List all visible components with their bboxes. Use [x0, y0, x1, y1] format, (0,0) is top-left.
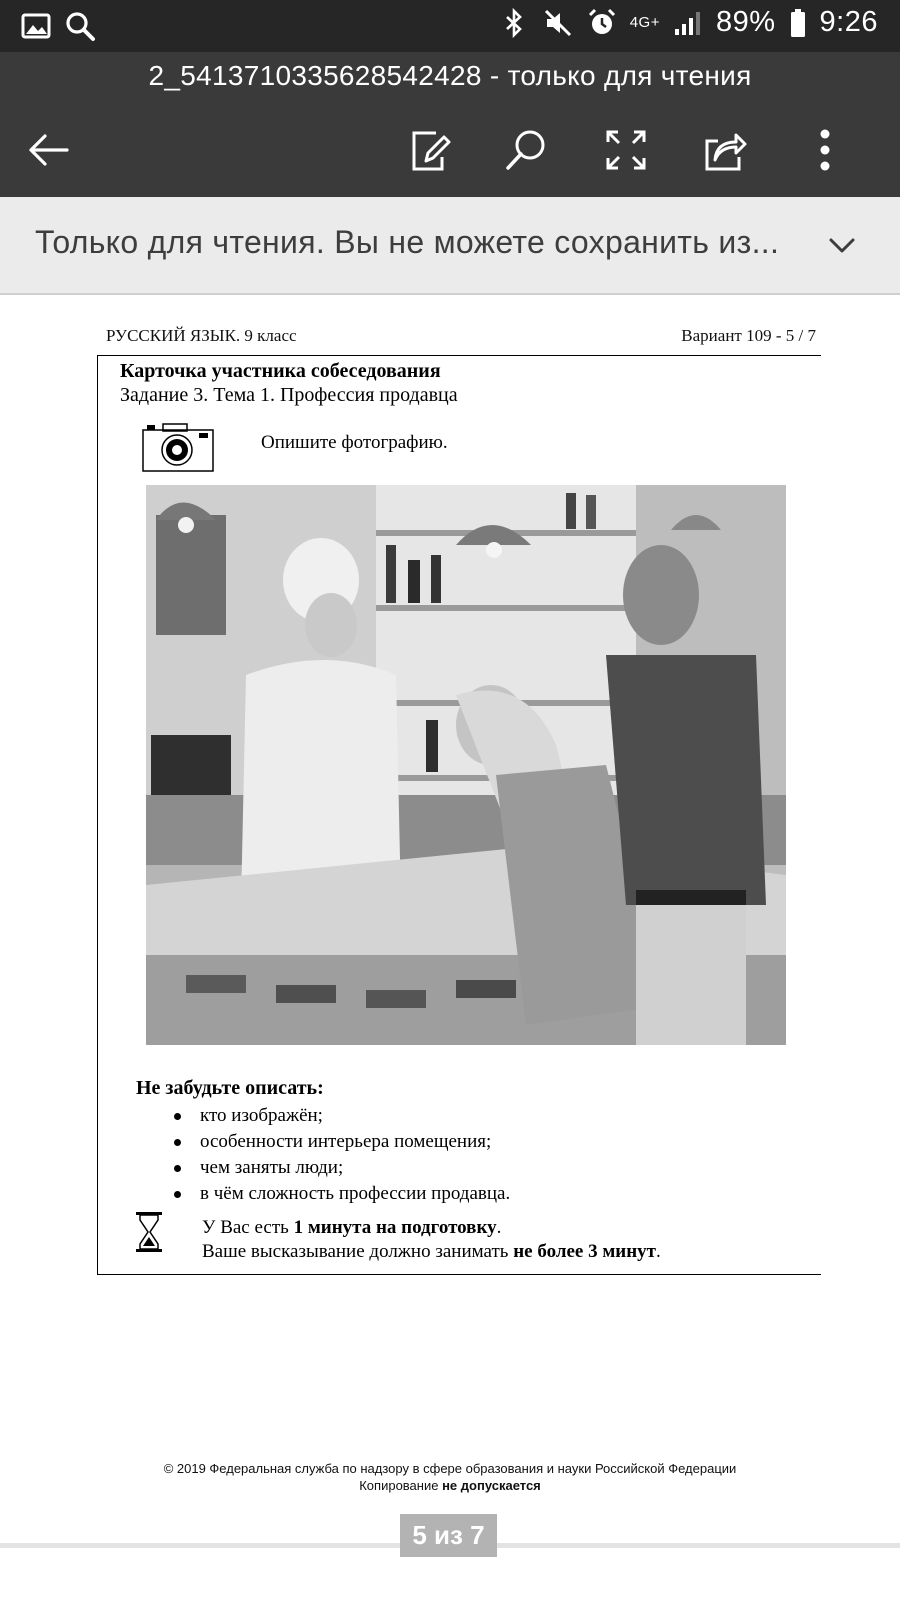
subject-label: РУССКИЙ ЯЗЫК. 9 класс: [106, 326, 297, 345]
share-icon: [702, 127, 748, 173]
status-bar: [0, 0, 900, 52]
copy-notice: [0, 1477, 900, 1494]
hourglass-icon: [134, 1210, 164, 1254]
mute-icon: [542, 7, 574, 39]
signal-icon: [672, 7, 704, 39]
card-title: Карточка участника собеседования: [120, 360, 441, 382]
fullscreen-button[interactable]: [598, 122, 654, 178]
search-icon: [503, 127, 549, 173]
card-subtitle: Задание 3. Тема 1. Профессия продавца: [120, 384, 458, 406]
search-button[interactable]: [498, 122, 554, 178]
variant-label: Вариант 109 - 5 / 7: [681, 326, 816, 345]
alarm-icon: [586, 7, 618, 39]
copyright-text: © 2019 Федеральная служба по надзору в сфере образования и науки Российской Федерации: [163, 1461, 737, 1476]
copy-notice-bold: не допускается: [442, 1478, 541, 1493]
prep-time-text: [202, 1217, 501, 1239]
remember-title: Не забудьте описать:: [136, 1077, 324, 1099]
battery-percent: 89%: [716, 6, 776, 38]
list-item: в чём сложность профессии продавца.: [166, 1181, 510, 1207]
app-bar: [0, 52, 900, 197]
list-item: кто изображён;: [166, 1103, 510, 1129]
prep-time-suffix: .: [496, 1217, 502, 1238]
read-only-banner[interactable]: [0, 197, 900, 295]
page-header: [106, 326, 816, 350]
search-icon: [64, 10, 96, 42]
read-only-message: Только для чтения. Вы не можете сохранить из...: [35, 224, 780, 260]
battery-icon: [788, 7, 808, 39]
back-button[interactable]: [20, 122, 76, 178]
checklist: [166, 1103, 510, 1207]
answer-time-suffix: .: [656, 1241, 661, 1262]
document-title: 2_5413710335628542428 - только для чтения: [148, 60, 752, 91]
list-item: чем заняты люди;: [166, 1155, 510, 1181]
list-item: особенности интерьера помещения;: [166, 1129, 510, 1155]
gallery-icon: [20, 10, 52, 42]
answer-time-prefix: Ваше высказывание должно занимать: [202, 1241, 514, 1262]
shop-photo: [146, 485, 786, 1045]
bluetooth-icon: [498, 7, 530, 39]
answer-time-bold: не более 3 минут: [513, 1241, 657, 1262]
clock-time: 9:26: [819, 6, 878, 38]
share-button[interactable]: [697, 122, 753, 178]
edit-icon: [406, 127, 452, 173]
fullscreen-icon: [603, 127, 649, 173]
participant-card: [97, 355, 821, 1275]
page-footer: [0, 1460, 900, 1494]
network-type: 4G+: [629, 14, 660, 31]
page-indicator[interactable]: 5 из 7: [400, 1514, 497, 1557]
chevron-down-icon[interactable]: [824, 227, 860, 263]
back-arrow-icon: [25, 127, 71, 173]
edit-button[interactable]: [401, 122, 457, 178]
more-vert-icon: [802, 127, 848, 173]
prep-time-bold: 1 минута на подготовку: [293, 1217, 497, 1238]
copy-notice-prefix: Копирование: [359, 1478, 443, 1493]
camera-icon: [141, 421, 215, 473]
more-options-button[interactable]: [797, 122, 853, 178]
prep-time-prefix: У Вас есть: [202, 1217, 294, 1238]
answer-time-text: [202, 1241, 661, 1263]
instruction-text: Опишите фотографию.: [261, 432, 448, 453]
